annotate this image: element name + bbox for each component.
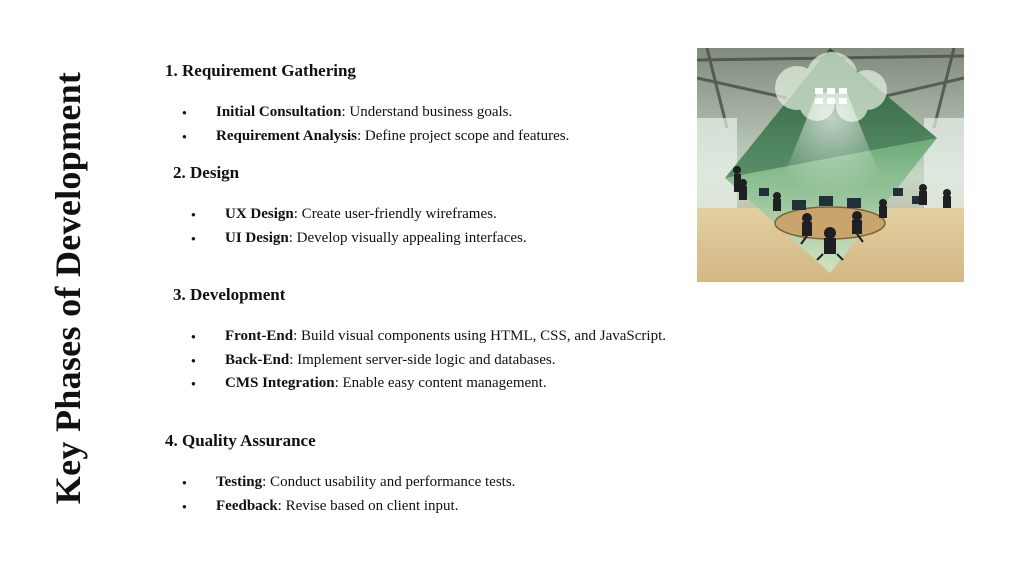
section-heading: 4. Quality Assurance — [165, 431, 316, 450]
list-item — [216, 101, 569, 125]
team-office-illustration — [697, 48, 964, 282]
list-item — [225, 227, 527, 251]
item-desc: : Develop visually appealing interfaces. — [288, 229, 527, 246]
item-desc: : Create user-friendly wireframes. — [293, 206, 497, 222]
item-desc: : Implement server-side logic and databases. — [289, 351, 556, 368]
list-item — [225, 325, 666, 349]
bullet-icon — [191, 325, 196, 349]
bullet-list — [225, 203, 527, 250]
bullet-list — [216, 471, 515, 518]
item-term: Back-End — [225, 351, 290, 368]
item-desc: : Build visual components using HTML, CSS, and JavaScript. — [293, 328, 666, 344]
item-term: CMS Integration — [225, 375, 335, 391]
item-desc: : Define project scope and features. — [356, 127, 570, 144]
title-container — [44, 60, 92, 516]
item-desc: : Conduct usability and performance tests. — [262, 474, 516, 490]
bullet-icon — [191, 227, 196, 251]
section-heading: 2. Design — [173, 163, 240, 182]
item-term: Feedback — [216, 497, 278, 514]
item-term: Testing — [216, 474, 263, 490]
bullet-icon — [182, 101, 187, 125]
item-term: Front-End — [225, 328, 294, 344]
section-development — [173, 285, 666, 396]
bullet-icon — [182, 471, 187, 495]
section-quality-assurance — [165, 431, 515, 518]
list-item — [225, 372, 666, 396]
list-item — [216, 495, 515, 519]
item-term: Requirement Analysis — [216, 127, 357, 144]
bullet-list — [216, 101, 569, 148]
slide-title: Key Phases of Development — [48, 71, 88, 505]
list-item — [225, 349, 666, 373]
section-heading: 1. Requirement Gathering — [165, 61, 356, 80]
bullet-icon — [191, 349, 196, 373]
bullet-icon — [182, 495, 187, 519]
list-item — [225, 203, 527, 227]
section-heading: 3. Development — [173, 285, 286, 304]
item-desc: : Revise based on client input. — [277, 497, 459, 514]
item-term: Initial Consultation — [216, 104, 342, 120]
section-design — [173, 163, 527, 250]
list-item — [216, 471, 515, 495]
item-desc: : Enable easy content management. — [334, 375, 547, 391]
section-requirement-gathering — [165, 61, 569, 148]
item-term: UI Design — [225, 229, 289, 246]
list-item — [216, 125, 569, 149]
bullet-icon — [191, 203, 196, 227]
bullet-list — [225, 325, 666, 396]
bullet-icon — [191, 372, 196, 396]
item-term: UX Design — [225, 206, 294, 222]
item-desc: : Understand business goals. — [341, 104, 513, 120]
bullet-icon — [182, 125, 187, 149]
